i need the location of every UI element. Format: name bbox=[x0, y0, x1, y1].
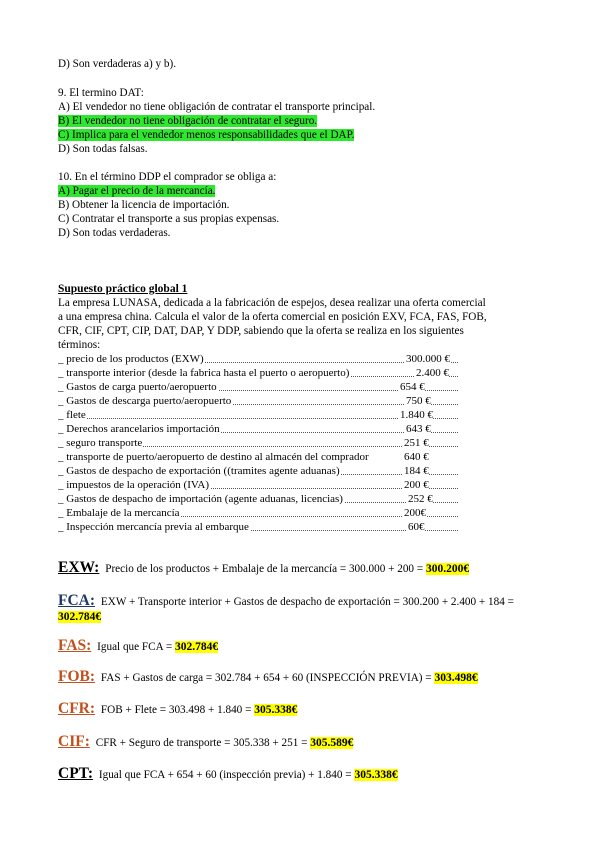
question-9-option-d: D) Son todas falsas. bbox=[58, 143, 148, 155]
cost-label: _ Gastos de descarga puerto/aeropuerto bbox=[58, 395, 232, 407]
cost-label: _ Derechos arancelarios importación bbox=[58, 423, 220, 435]
cost-value: 200€ bbox=[404, 507, 426, 519]
result-fca-value-line bbox=[58, 609, 101, 625]
cost-row bbox=[58, 520, 458, 534]
formula: Precio de los productos + Embalaje de la mercancía = 300.000 + 200 = bbox=[105, 563, 424, 575]
result-fob bbox=[58, 669, 478, 686]
result-fca bbox=[58, 593, 514, 610]
incoterm-label: CPT: bbox=[58, 765, 94, 782]
result-value: 303.498€ bbox=[434, 672, 478, 684]
cost-value: 750 € bbox=[406, 395, 431, 407]
formula: FOB + Flete = 303.498 + 1.840 = bbox=[100, 704, 252, 716]
result-value: 302.784€ bbox=[175, 641, 219, 653]
case-intro-line: La empresa LUNASA, dedicada a la fabricación de espejos, desea realizar una oferta comercial bbox=[58, 297, 486, 309]
question-10-option-a bbox=[58, 184, 215, 198]
cost-row bbox=[58, 450, 458, 464]
result-cpt bbox=[58, 766, 398, 783]
cost-row bbox=[58, 436, 458, 450]
cost-row bbox=[58, 352, 458, 366]
result-fas bbox=[58, 638, 218, 655]
incoterm-label: FAS: bbox=[58, 637, 92, 654]
cost-label: _ flete bbox=[58, 409, 86, 421]
cost-value: 300.000 € bbox=[406, 353, 450, 365]
formula: FAS + Gastos de carga = 302.784 + 654 + 60 (INSPECCIÓN PREVIA) = bbox=[100, 672, 432, 684]
question-10-option-d: D) Son todas verdaderas. bbox=[58, 227, 171, 239]
cost-label: _ precio de los productos (EXW) bbox=[58, 353, 204, 365]
cost-value: 251 € bbox=[404, 437, 429, 449]
highlighted-answer: A) Pagar el precio de la mercancía. bbox=[58, 185, 216, 197]
cost-row bbox=[58, 408, 458, 422]
cost-value: 1.840 € bbox=[400, 409, 433, 421]
cost-label: _ Gastos de carga puerto/aeropuerto bbox=[58, 381, 217, 393]
result-value: 305.589€ bbox=[310, 737, 354, 749]
cost-value: 640 € bbox=[400, 450, 429, 464]
question-10-option-c: C) Contratar el transporte a sus propias expensas. bbox=[58, 213, 280, 225]
incoterm-label: EXW: bbox=[58, 559, 100, 576]
cost-row bbox=[58, 464, 458, 478]
highlighted-answer: B) El vendedor no tiene obligación de contratar el seguro. bbox=[58, 115, 318, 127]
incoterm-label: FOB: bbox=[58, 668, 96, 685]
case-intro-line: términos: bbox=[58, 339, 101, 351]
cost-label: _ Embalaje de la mercancía bbox=[58, 507, 180, 519]
cost-value: 643 € bbox=[406, 423, 431, 435]
question-9-stem: 9. El termino DAT: bbox=[58, 87, 144, 99]
question-9-option-c bbox=[58, 128, 354, 142]
cost-row bbox=[58, 366, 458, 380]
result-value: 302.784€ bbox=[58, 611, 102, 623]
result-exw bbox=[58, 560, 469, 577]
cost-value: 2.400 € bbox=[416, 367, 449, 379]
incoterm-label: CFR: bbox=[58, 700, 96, 717]
case-intro-line: CFR, CIF, CPT, CIP, DAT, DAP, Y DDP, sabiendo que la oferta se realiza en los siguientes bbox=[58, 325, 464, 337]
result-cfr bbox=[58, 701, 297, 718]
cost-row bbox=[58, 492, 458, 506]
cost-row bbox=[58, 506, 458, 520]
cost-label: _ seguro transporte bbox=[58, 437, 143, 449]
cost-value: 60€ bbox=[408, 521, 425, 533]
case-intro-line: a una empresa china. Calcula el valor de la oferta comercial en posición EXV, FCA, FAS, FOB, bbox=[58, 311, 487, 323]
cost-value: 200 € bbox=[404, 479, 429, 491]
cost-value: 252 € bbox=[408, 493, 433, 505]
question-9-option-a: A) El vendedor no tiene obligación de contratar el transporte principal. bbox=[58, 101, 376, 113]
incoterm-label: FCA: bbox=[58, 592, 96, 609]
formula: Igual que FCA = bbox=[97, 641, 173, 653]
cost-label: _ Gastos de despacho de exportación ((tramites agente aduanas) bbox=[58, 465, 340, 477]
result-value: 305.338€ bbox=[254, 704, 298, 716]
question-10-option-b: B) Obtener la licencia de importación. bbox=[58, 199, 230, 211]
incoterm-label: CIF: bbox=[58, 733, 90, 750]
cost-label: _ impuestos de la operación (IVA) bbox=[58, 479, 210, 491]
cost-row bbox=[58, 380, 458, 394]
formula: EXW + Transporte interior + Gastos de despacho de exportación = 300.200 + 2.400 + 184 = bbox=[100, 596, 514, 608]
cost-row bbox=[58, 478, 458, 492]
result-value: 300.200€ bbox=[425, 563, 470, 575]
cost-label: _ Gastos de despacho de importación (agente aduanas, licencias) bbox=[58, 493, 343, 505]
cost-label: _ Inspección mercancía previa al embarque bbox=[58, 521, 249, 533]
cost-label: _ transporte de puerto/aeropuerto de destino al almacén del comprador bbox=[58, 451, 369, 463]
question-8-option-d: D) Son verdaderas a) y b). bbox=[58, 58, 177, 70]
cost-row bbox=[58, 422, 458, 436]
formula: Igual que FCA + 654 + 60 (inspección previa) + 1.840 = bbox=[98, 769, 352, 781]
highlighted-answer: C) Implica para el vendedor menos responsabilidades que el DAP. bbox=[58, 129, 355, 141]
cost-row bbox=[58, 394, 458, 408]
result-value: 305.338€ bbox=[354, 769, 398, 781]
cost-value: 654 € bbox=[400, 381, 425, 393]
question-10-stem: 10. En el término DDP el comprador se obliga a: bbox=[58, 171, 277, 183]
cost-label: _ transporte interior (desde la fabrica hasta el puerto o aeropuerto) bbox=[58, 367, 350, 379]
formula: CFR + Seguro de transporte = 305.338 + 251 = bbox=[95, 737, 308, 749]
case-title: Supuesto práctico global 1 bbox=[58, 283, 188, 295]
question-9-option-b bbox=[58, 114, 317, 128]
result-cif bbox=[58, 734, 353, 751]
cost-value: 184 € bbox=[404, 465, 429, 477]
